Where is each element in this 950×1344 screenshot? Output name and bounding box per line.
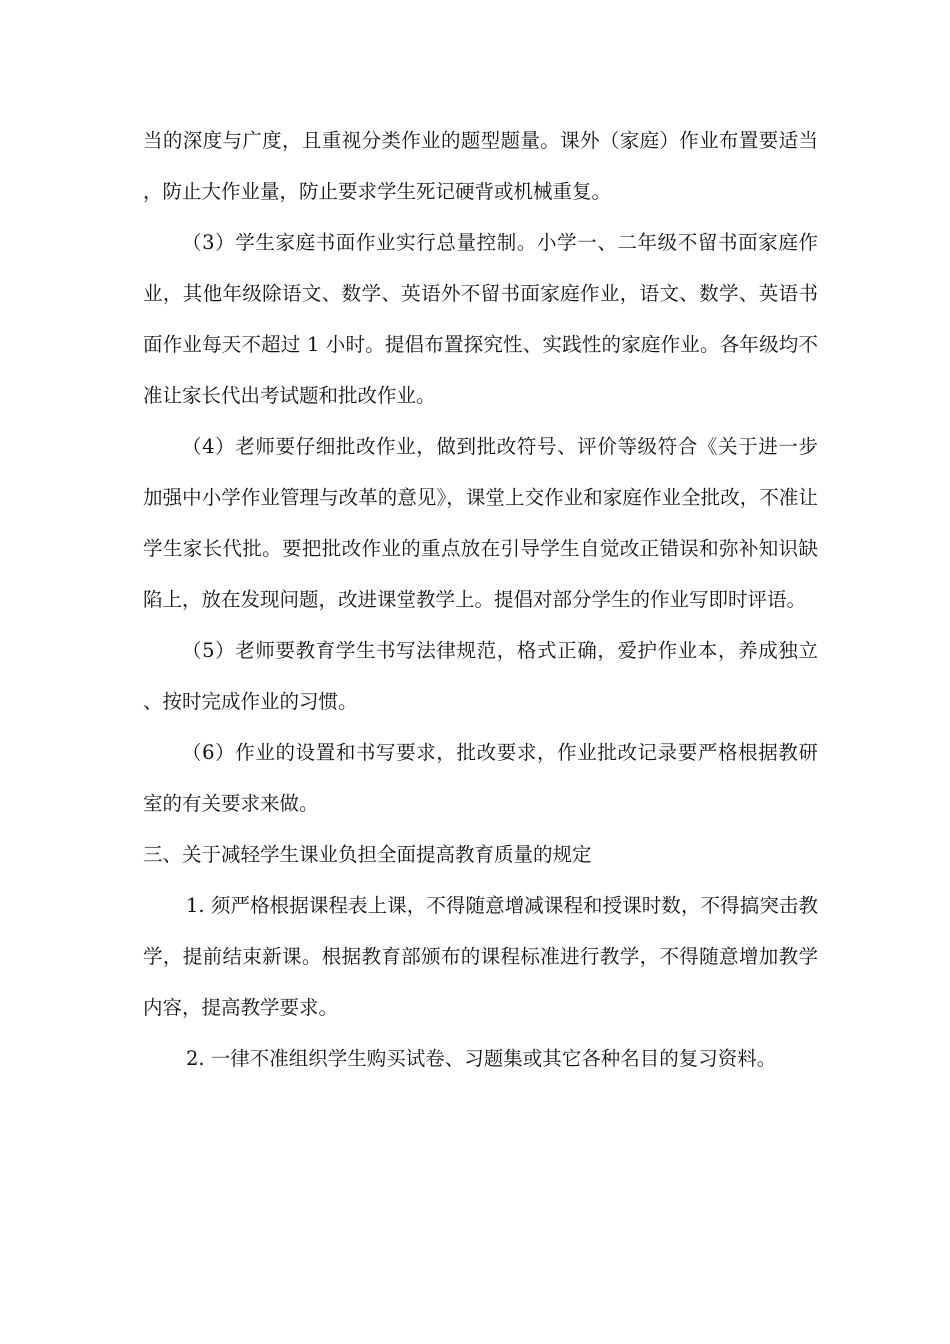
section-heading: 三、关于减轻学生课业负担全面提高教育质量的规定 <box>143 843 592 866</box>
paragraph-item-3: （3）学生家庭书面作业实行总量控制。小学一、二年级不留书面家庭作业，其他年级除语文、数学、英语外不留书面家庭作业，语文、数学、英语书面作业每天不超过 1 小时。提倡布置探究性、实践性的家庭作业。各年级均不准让家长代出考试题和批改作业。 <box>143 231 818 407</box>
paragraph-continuation: 当的深度与广度，且重视分类作业的题型题量。课外（家庭）作业布置要适当，防止大作业量，防止要求学生死记硬背或机械重复。 <box>143 129 818 203</box>
document-body <box>143 115 818 1084</box>
paragraph-item-5: （5）老师要教育学生书写法律规范，格式正确，爱护作业本，养成独立、按时完成作业的习惯。 <box>143 639 818 713</box>
paragraph-item-6: （6）作业的设置和书写要求，批改要求，作业批改记录要严格根据教研室的有关要求来做。 <box>143 741 818 815</box>
rule-item-2: 2. 一律不准组织学生购买试卷、习题集或其它各种名目的复习资料。 <box>186 1047 777 1070</box>
paragraph-item-4: （4）老师要仔细批改作业，做到批改符号、评价等级符合《关于进一步加强中小学作业管理与改革的意见》，课堂上交作业和家庭作业全批改，不准让学生家长代批。要把批改作业的重点放在引导学生自觉改正错误和弥补知识缺陷上，放在发现问题，改进课堂教学上。提倡对部分学生的作业写即时评语。 <box>143 435 818 611</box>
rule-item-1: 1. 须严格根据课程表上课，不得随意增减课程和授课时数，不得搞突击教学，提前结束新课。根据教育部颁布的课程标准进行教学，不得随意增加教学内容，提高教学要求。 <box>143 894 818 1019</box>
